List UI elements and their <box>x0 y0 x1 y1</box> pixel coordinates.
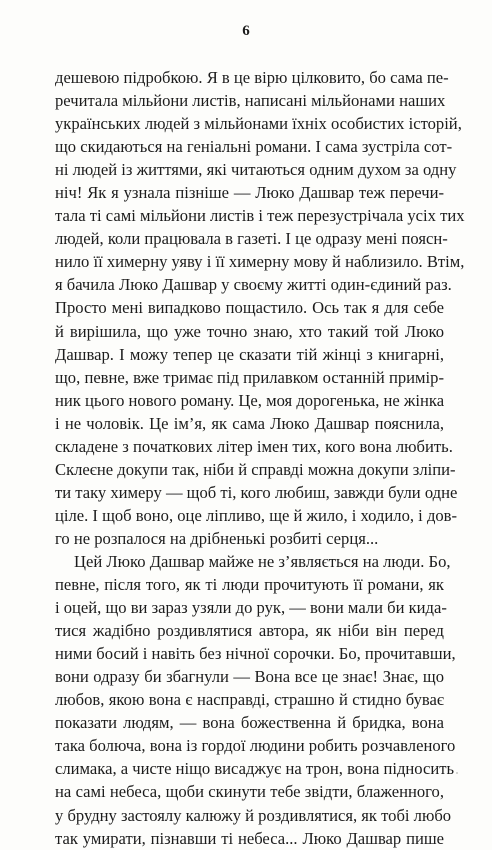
text-line: що скидаються на геніальні романи. І сама зустріла сот- <box>55 137 453 157</box>
text-line: що, певне, вже тримає під прилавком останній примір- <box>55 367 444 387</box>
text-line: вони одразу би збагнули — Вона все це знає! Знає, що <box>55 667 444 687</box>
text-line: і оцей, що ви зараз узяли до рук, — вони мали би кида- <box>55 598 447 618</box>
text-line: дешевою підробкою. Я в це вірю цілковито, бо сама пе- <box>55 68 449 87</box>
text-line: любов, якою вона є насправді, страшно й стидно буває <box>55 690 444 710</box>
page-number: 6 <box>242 23 250 39</box>
paragraph <box>55 66 465 550</box>
text-line: тися жадібно роздивлятися автора, як ніби він перед <box>55 621 444 641</box>
text-line: ні людей із життями, які читаються одним духом за одну <box>55 160 457 180</box>
text-line: слимака, а чисте ніщо висаджує на трон, вона підносить <box>55 759 455 779</box>
text-line: у брудну застоялу калюжу й роздивлятися, як тобі любо <box>55 805 452 825</box>
text-line: Цей Люко Дашвар майже не з’являється на люди. Бо, <box>74 551 451 571</box>
text-line: на самі небеса, щоби скинути тебе звідти, блаженного, <box>55 782 444 802</box>
text-line: тала ті самі мільйони листів і теж перезустрічала усіх тих <box>55 206 465 226</box>
text-line: ніч! Як я узнала пізніше — Люко Дашвар теж перечи- <box>55 183 444 203</box>
body-text <box>55 66 465 850</box>
text-line: Просто мені випадково пощастило. Ось так я для себе <box>55 298 444 318</box>
text-line: речитала мільйони листів, написані мільйонами наших <box>55 91 446 111</box>
text-line: українських людей з мільйонами їхніх особистих історій, <box>55 114 462 134</box>
text-line: Дашвар. І можу тепер це сказати тій жінці з книгарні, <box>55 344 444 364</box>
text-line: й вирішила, що уже точно знаю, хто такий той Люко <box>55 321 444 341</box>
paper-speck <box>456 772 458 774</box>
text-line: і не чоловік. Це ім’я, як сама Люко Дашвар пояснила, <box>55 413 444 433</box>
text-line: Склеєне докупи так, ніби й справді можна докупи зліпи- <box>55 459 456 479</box>
text-line: показати людям, — вона божественна й бридка, вона <box>55 713 444 733</box>
text-line: людей, коли працювала в газеті. І це одразу мені поясн- <box>55 229 448 249</box>
text-line: ник цього нового роману. Це, моя дорогенька, не жінка <box>55 390 445 410</box>
text-line: така болюча, вона із гордої людини робить розчавленого <box>55 736 456 756</box>
text-line: го не розпалося на дрібненькі розбиті серця... <box>55 528 379 548</box>
text-line: нило її химерну уяву і її химерну мову й наблизило. Втім, <box>55 252 465 272</box>
text-line: складене з початкових літер імен тих, кого вона любить. <box>55 436 453 456</box>
text-line: ціле. І щоб воно, оце ліпливо, ще й жило, і ходило, і дов- <box>55 505 458 525</box>
text-line: ти таку химеру — щоб ті, кого любиш, завжди були одне <box>55 482 458 502</box>
text-line: я бачила Люко Дашвар у своєму житті один-єдиний раз. <box>55 275 452 295</box>
text-line: певне, після того, як ті люди прочитують її романи, як <box>55 575 444 595</box>
text-line: ними босий і навіть без нічної сорочки. Бо, прочитавши, <box>55 644 456 664</box>
text-line: так умирати, пізнавши ті небеса... Люко Дашвар пише <box>55 828 444 848</box>
paragraph <box>55 550 456 850</box>
